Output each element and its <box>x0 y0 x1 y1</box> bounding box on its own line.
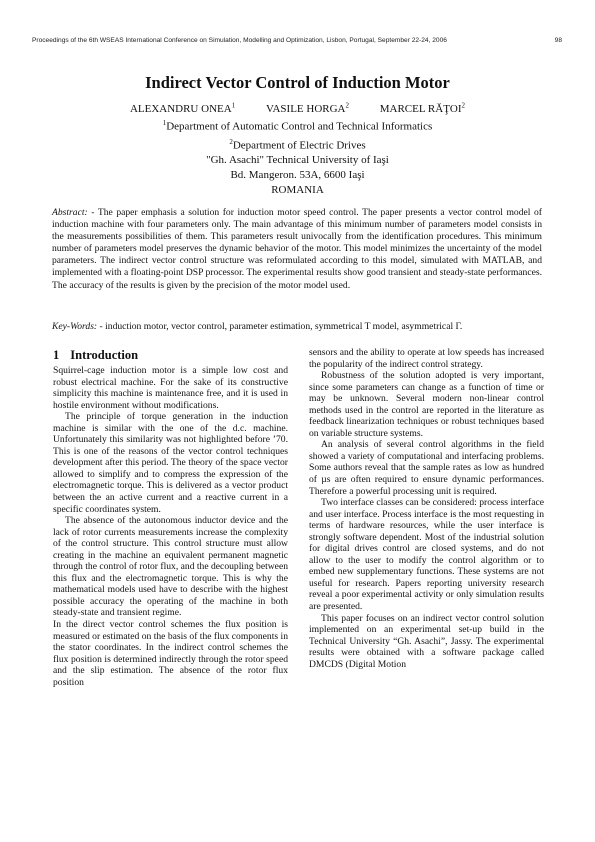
running-header <box>32 37 562 44</box>
proceedings-line: Proceedings of the 6th WSEAS International Conference on Simulation, Modelling and Optimization, Lisbon, Portugal, September 22-24, 2006 <box>32 37 447 44</box>
author-3: MARCEL RĂŢOI$^2$ <box>379 101 466 115</box>
paragraph: An analysis of several control algorithms in the field showed a variety of computational and interfacing problems. Some authors reveal that the sample rates as low as hundred of µs are often required to ensure dynamic performances. Therefore a powerful processing unit is required. <box>309 439 544 497</box>
affiliation-2: $^2$Department of Electric Drives <box>229 137 366 152</box>
affiliations <box>0 116 595 198</box>
abstract-label: Abstract: <box>52 207 88 218</box>
keywords <box>52 321 542 333</box>
paragraph: The absence of the autonomous inductor device and the lack of rotor currents measurements increase the complexity of the control structure. This control structure must allow creating in the machine an equivalent permanent magnetic through the control of rotor flux, and the decoupling between this flux and the electromagnetic torque. This is why the mathematical models used have to describe with the highest possible accuracy the operating of the machine in both steady-state and transient regime. <box>53 515 288 619</box>
address: Bd. Mangeron. 53A, 6600 Iaşi <box>230 169 365 182</box>
abstract-text: - The paper emphasis a solution for induction motor speed control. The paper presents a vector control model of induction machine with four parameters only. The main advantage of this minimum number of parameters model consists in the measurements possibilities of them. This parameters result univocally from the identification procedures. This minimum number of parameters model preserves the dynamic behavior of the motor. This model minimizes the uncertainty of the model parameters. The indirect vector control structure was reformulated according to this model, simulated with MATLAB, and implemented with a floating-point DSP processor. The experimental results show good transient and steady-state performances. The accuracy of the results is given by the precision of the motor model used. <box>52 207 542 291</box>
paragraph: Squirrel-cage induction motor is a simple low cost and robust electrical machine. For the sake of its constructive simplicity this machine is maintenance free, and it is used in hostile environment without modifications. <box>53 365 288 411</box>
paragraph: Robustness of the solution adopted is very important, since some parameters can change as a function of time or may be unknown. Several modern non-linear control methods used in the control are reported in the literature as feedback linearization techniques or robust techniques based on variable structure systems. <box>309 370 544 439</box>
section-heading: 1 Introduction <box>53 348 139 362</box>
country: ROMANIA <box>271 184 324 197</box>
paragraph: The principle of torque generation in the induction machine is similar with the one of the d.c. machine. Unfortunately this similarity was not highlighted before ’70. This is one of the reasons of the vector control techniques development after this period. The theory of the space vector allowed to simplify and to compress the expression of the electromagnetic torque. This is delivered as a vector product between the an active current and a reactive current in a specific coordinates system. <box>53 411 288 515</box>
paragraph: This paper focuses on an indirect vector control solution implemented on an experimental set-up build in the Technical University “Gh. Asachi”, Jassy. The experimental results were obtained with a software package called DMCDS (Digital Motion <box>309 612 544 670</box>
page-number: 98 <box>554 37 562 44</box>
paper-title: Indirect Vector Control of Induction Motor <box>145 73 450 92</box>
paragraph: Two interface classes can be considered: process interface and user interface. Process interface is the most requesting in terms of hardware resources, while the user interface is strongly software dependent. Most of the industrial solution for digital drives control are closed systems, and do not allow to the user to modify the control algorithm or to embed new supplementary functions. These systems are not useful for research. Papers reporting university research reveal a poor experimental activity or only simulation results are presented. <box>309 497 544 613</box>
abstract <box>52 207 542 292</box>
keywords-label: Key-Words: <box>52 321 98 332</box>
author-list <box>0 101 595 115</box>
author-2: VASILE HORGA$^2$ <box>265 101 349 115</box>
author-1: ALEXANDRU ONEA$^1$ <box>129 101 236 115</box>
left-column <box>53 348 288 688</box>
right-column <box>309 347 544 670</box>
paragraph: In the direct vector control schemes the flux position is measured or estimated on the basis of the flux components in the stator coordinates. In the indirect control schemes the flux position is determined indirectly through the rotor speed and the slip estimation. The absence of the rotor flux position <box>53 619 288 688</box>
keywords-text: - induction motor, vector control, parameter estimation, symmetrical T model, asymmetrical Γ. <box>97 321 463 332</box>
university: "Gh. Asachi" Technical University of Iaşi <box>206 154 389 167</box>
paragraph: sensors and the ability to operate at low speeds has increased the popularity of the indirect control strategy. <box>309 347 544 370</box>
affiliation-1: $^1$Department of Automatic Control and Technical Informatics <box>162 119 433 133</box>
